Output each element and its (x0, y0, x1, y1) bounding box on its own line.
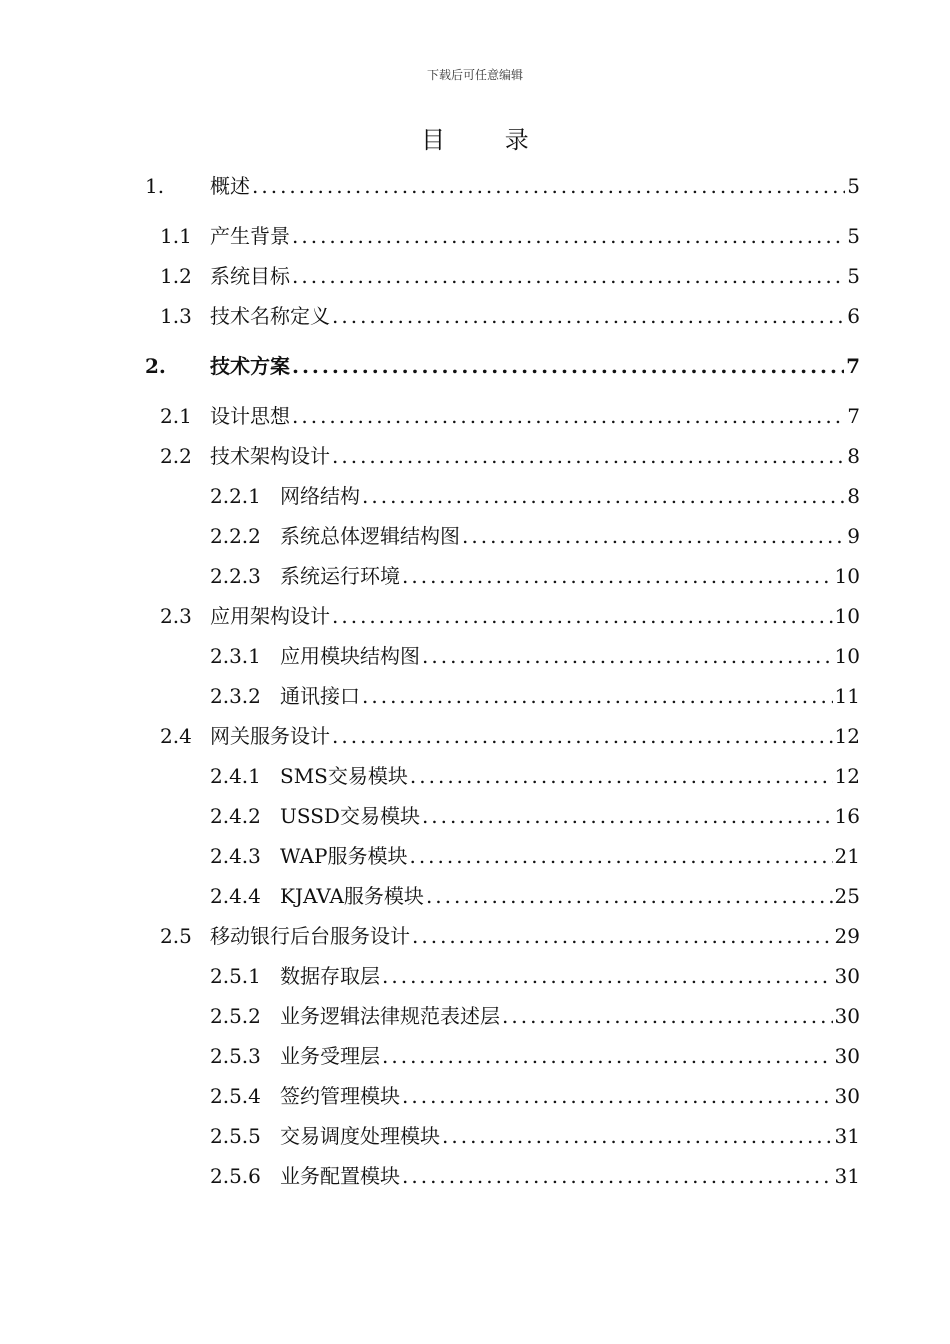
toc-entry-label: 应用架构设计 (210, 604, 330, 628)
toc-leader-dots (426, 882, 833, 910)
toc-entry-number: 2.4.3 (210, 844, 261, 868)
toc-leader-dots (462, 522, 845, 550)
toc-entry[interactable] (210, 762, 860, 790)
toc-entry-number: 2.2.3 (210, 564, 261, 588)
toc-entry[interactable] (210, 1122, 860, 1150)
toc-entry-number: 1.2 (160, 264, 192, 288)
toc-entry-page: 5 (847, 174, 860, 198)
toc-leader-dots (410, 762, 833, 790)
toc-entry-label: 业务配置模块 (280, 1164, 400, 1188)
toc-entry-label: 技术方案 (210, 354, 290, 378)
toc-entry[interactable] (160, 222, 860, 250)
toc-entry-number: 2.5.6 (210, 1164, 261, 1188)
toc-entry-page: 31 (834, 1124, 860, 1148)
toc-leader-dots (409, 842, 832, 870)
toc-leader-dots (382, 1042, 833, 1070)
toc-leader-dots (332, 602, 833, 630)
toc-leader-dots (442, 1122, 833, 1150)
toc-entry-page: 6 (847, 304, 860, 328)
toc-entry-page: 25 (834, 884, 860, 908)
toc-leader-dots (292, 222, 845, 250)
toc-leader-dots (402, 1162, 833, 1190)
toc-entry[interactable] (145, 352, 860, 380)
toc-leader-dots (332, 442, 845, 470)
toc-entry-number: 2.5 (160, 924, 192, 948)
toc-entry[interactable] (160, 262, 860, 290)
toc-entry-label: 应用模块结构图 (280, 644, 420, 668)
toc-entry-number: 2. (145, 354, 166, 378)
toc-entry[interactable] (210, 1042, 860, 1070)
toc-entry[interactable] (210, 962, 860, 990)
toc-entry-page: 21 (834, 844, 860, 868)
toc-leader-dots (382, 962, 833, 990)
toc-entry[interactable] (210, 482, 860, 510)
toc-entry-page: 5 (847, 224, 860, 248)
toc-entry-label: KJAVA服务模块 (280, 884, 424, 908)
toc-leader-dots (502, 1002, 833, 1030)
page-header: 下载后可任意编辑 (426, 68, 523, 82)
toc-leader-dots (252, 172, 845, 200)
toc-entry-label: 交易调度处理模块 (280, 1124, 440, 1148)
toc-entry[interactable] (210, 642, 860, 670)
toc-entry[interactable] (160, 722, 860, 750)
toc-leader-dots (422, 802, 833, 830)
toc-entry-number: 2.5.1 (210, 964, 261, 988)
toc-entry-label: 系统运行环境 (280, 564, 400, 588)
toc-entry-label: 业务逻辑法律规范表述层 (280, 1004, 500, 1028)
toc-entry-label: 通讯接口 (280, 684, 360, 708)
toc-entry-page: 10 (834, 604, 860, 628)
toc-entry-page: 16 (834, 804, 860, 828)
toc-entry-label: 概述 (210, 174, 250, 198)
toc-entry-page: 30 (834, 1084, 860, 1108)
toc-entry-label: 技术架构设计 (210, 444, 330, 468)
toc-entry[interactable] (210, 682, 860, 710)
toc-entry-page: 7 (846, 354, 860, 378)
toc-entry-number: 2.4.2 (210, 804, 261, 828)
toc-entry-label: 签约管理模块 (280, 1084, 400, 1108)
toc-entry-number: 2.4.4 (210, 884, 261, 908)
toc-entry-number: 2.3.1 (210, 644, 261, 668)
toc-entry[interactable] (210, 802, 860, 830)
toc-entry-number: 2.3 (160, 604, 192, 628)
toc-entry[interactable] (210, 882, 860, 910)
toc-entry-label: 技术名称定义 (210, 304, 330, 328)
toc-entry[interactable] (210, 562, 860, 590)
toc-entry-label: 产生背景 (210, 224, 290, 248)
toc-entry-label: 业务受理层 (280, 1044, 380, 1068)
toc-leader-dots (362, 482, 845, 510)
toc-entry-number: 2.5.2 (210, 1004, 261, 1028)
toc-entry-page: 30 (834, 1044, 860, 1068)
toc-entry-label: USSD交易模块 (280, 804, 420, 828)
toc-entry[interactable] (160, 442, 860, 470)
toc-entry-label: 系统目标 (210, 264, 290, 288)
toc-entry-number: 2.5.3 (210, 1044, 261, 1068)
toc-entry-number: 2.3.2 (210, 684, 261, 708)
toc-entry[interactable] (210, 1162, 860, 1190)
toc-leader-dots (422, 642, 833, 670)
toc-entry-page: 5 (847, 264, 860, 288)
toc-entry-page: 31 (834, 1164, 860, 1188)
toc-entry-number: 2.2.1 (210, 484, 261, 508)
toc-entry-page: 7 (847, 404, 860, 428)
toc-entry-page: 8 (847, 444, 860, 468)
toc-leader-dots (402, 562, 833, 590)
toc-leader-dots (292, 262, 845, 290)
toc-entry-page: 10 (834, 644, 860, 668)
toc-entry-page: 12 (834, 724, 860, 748)
toc-entry[interactable] (210, 522, 860, 550)
toc-entry-number: 2.2.2 (210, 524, 261, 548)
toc-entry-label: 网关服务设计 (210, 724, 330, 748)
toc-leader-dots (292, 402, 845, 430)
toc-entry-page: 11 (834, 684, 860, 708)
toc-leader-dots (332, 302, 845, 330)
toc-entry-label: 移动银行后台服务设计 (210, 924, 410, 948)
toc-leader-dots (402, 1082, 833, 1110)
toc-entry-number: 1. (145, 174, 165, 198)
toc-entry-page: 10 (834, 564, 860, 588)
toc-entry-label: 网络结构 (280, 484, 360, 508)
toc-entry[interactable] (210, 1002, 860, 1030)
toc-entry-number: 2.2 (160, 444, 192, 468)
toc-leader-dots (362, 682, 833, 710)
toc-entry-number: 2.4.1 (210, 764, 261, 788)
toc-entry[interactable] (210, 1082, 860, 1110)
toc-entry-number: 2.1 (160, 404, 192, 428)
toc-leader-dots (332, 722, 833, 750)
toc-leader-dots (412, 922, 833, 950)
toc-entry-page: 29 (834, 924, 860, 948)
toc-entry[interactable] (160, 922, 860, 950)
toc-entry-label: SMS交易模块 (280, 764, 408, 788)
toc-entry-number: 1.1 (160, 224, 192, 248)
toc-entry-page: 9 (847, 524, 860, 548)
toc-entry[interactable] (210, 842, 860, 870)
toc-entry-label: WAP服务模块 (280, 844, 408, 868)
toc-entry[interactable] (160, 402, 860, 430)
toc-entry-page: 12 (834, 764, 860, 788)
toc-entry-label: 设计思想 (210, 404, 290, 428)
toc-entry-number: 2.5.4 (210, 1084, 261, 1108)
toc-entry-number: 2.5.5 (210, 1124, 261, 1148)
toc-entry[interactable] (160, 302, 860, 330)
toc-entry-number: 1.3 (160, 304, 192, 328)
page-title: 目 录 (421, 126, 555, 154)
toc-entry-page: 30 (834, 964, 860, 988)
toc-entry[interactable] (160, 602, 860, 630)
toc-entry-page: 30 (834, 1004, 860, 1028)
toc-entry[interactable] (145, 172, 860, 200)
toc-entry-label: 系统总体逻辑结构图 (280, 524, 460, 548)
toc-leader-dots (292, 352, 844, 380)
toc-entry-page: 8 (847, 484, 860, 508)
toc-entry-label: 数据存取层 (280, 964, 380, 988)
toc-entry-number: 2.4 (160, 724, 192, 748)
